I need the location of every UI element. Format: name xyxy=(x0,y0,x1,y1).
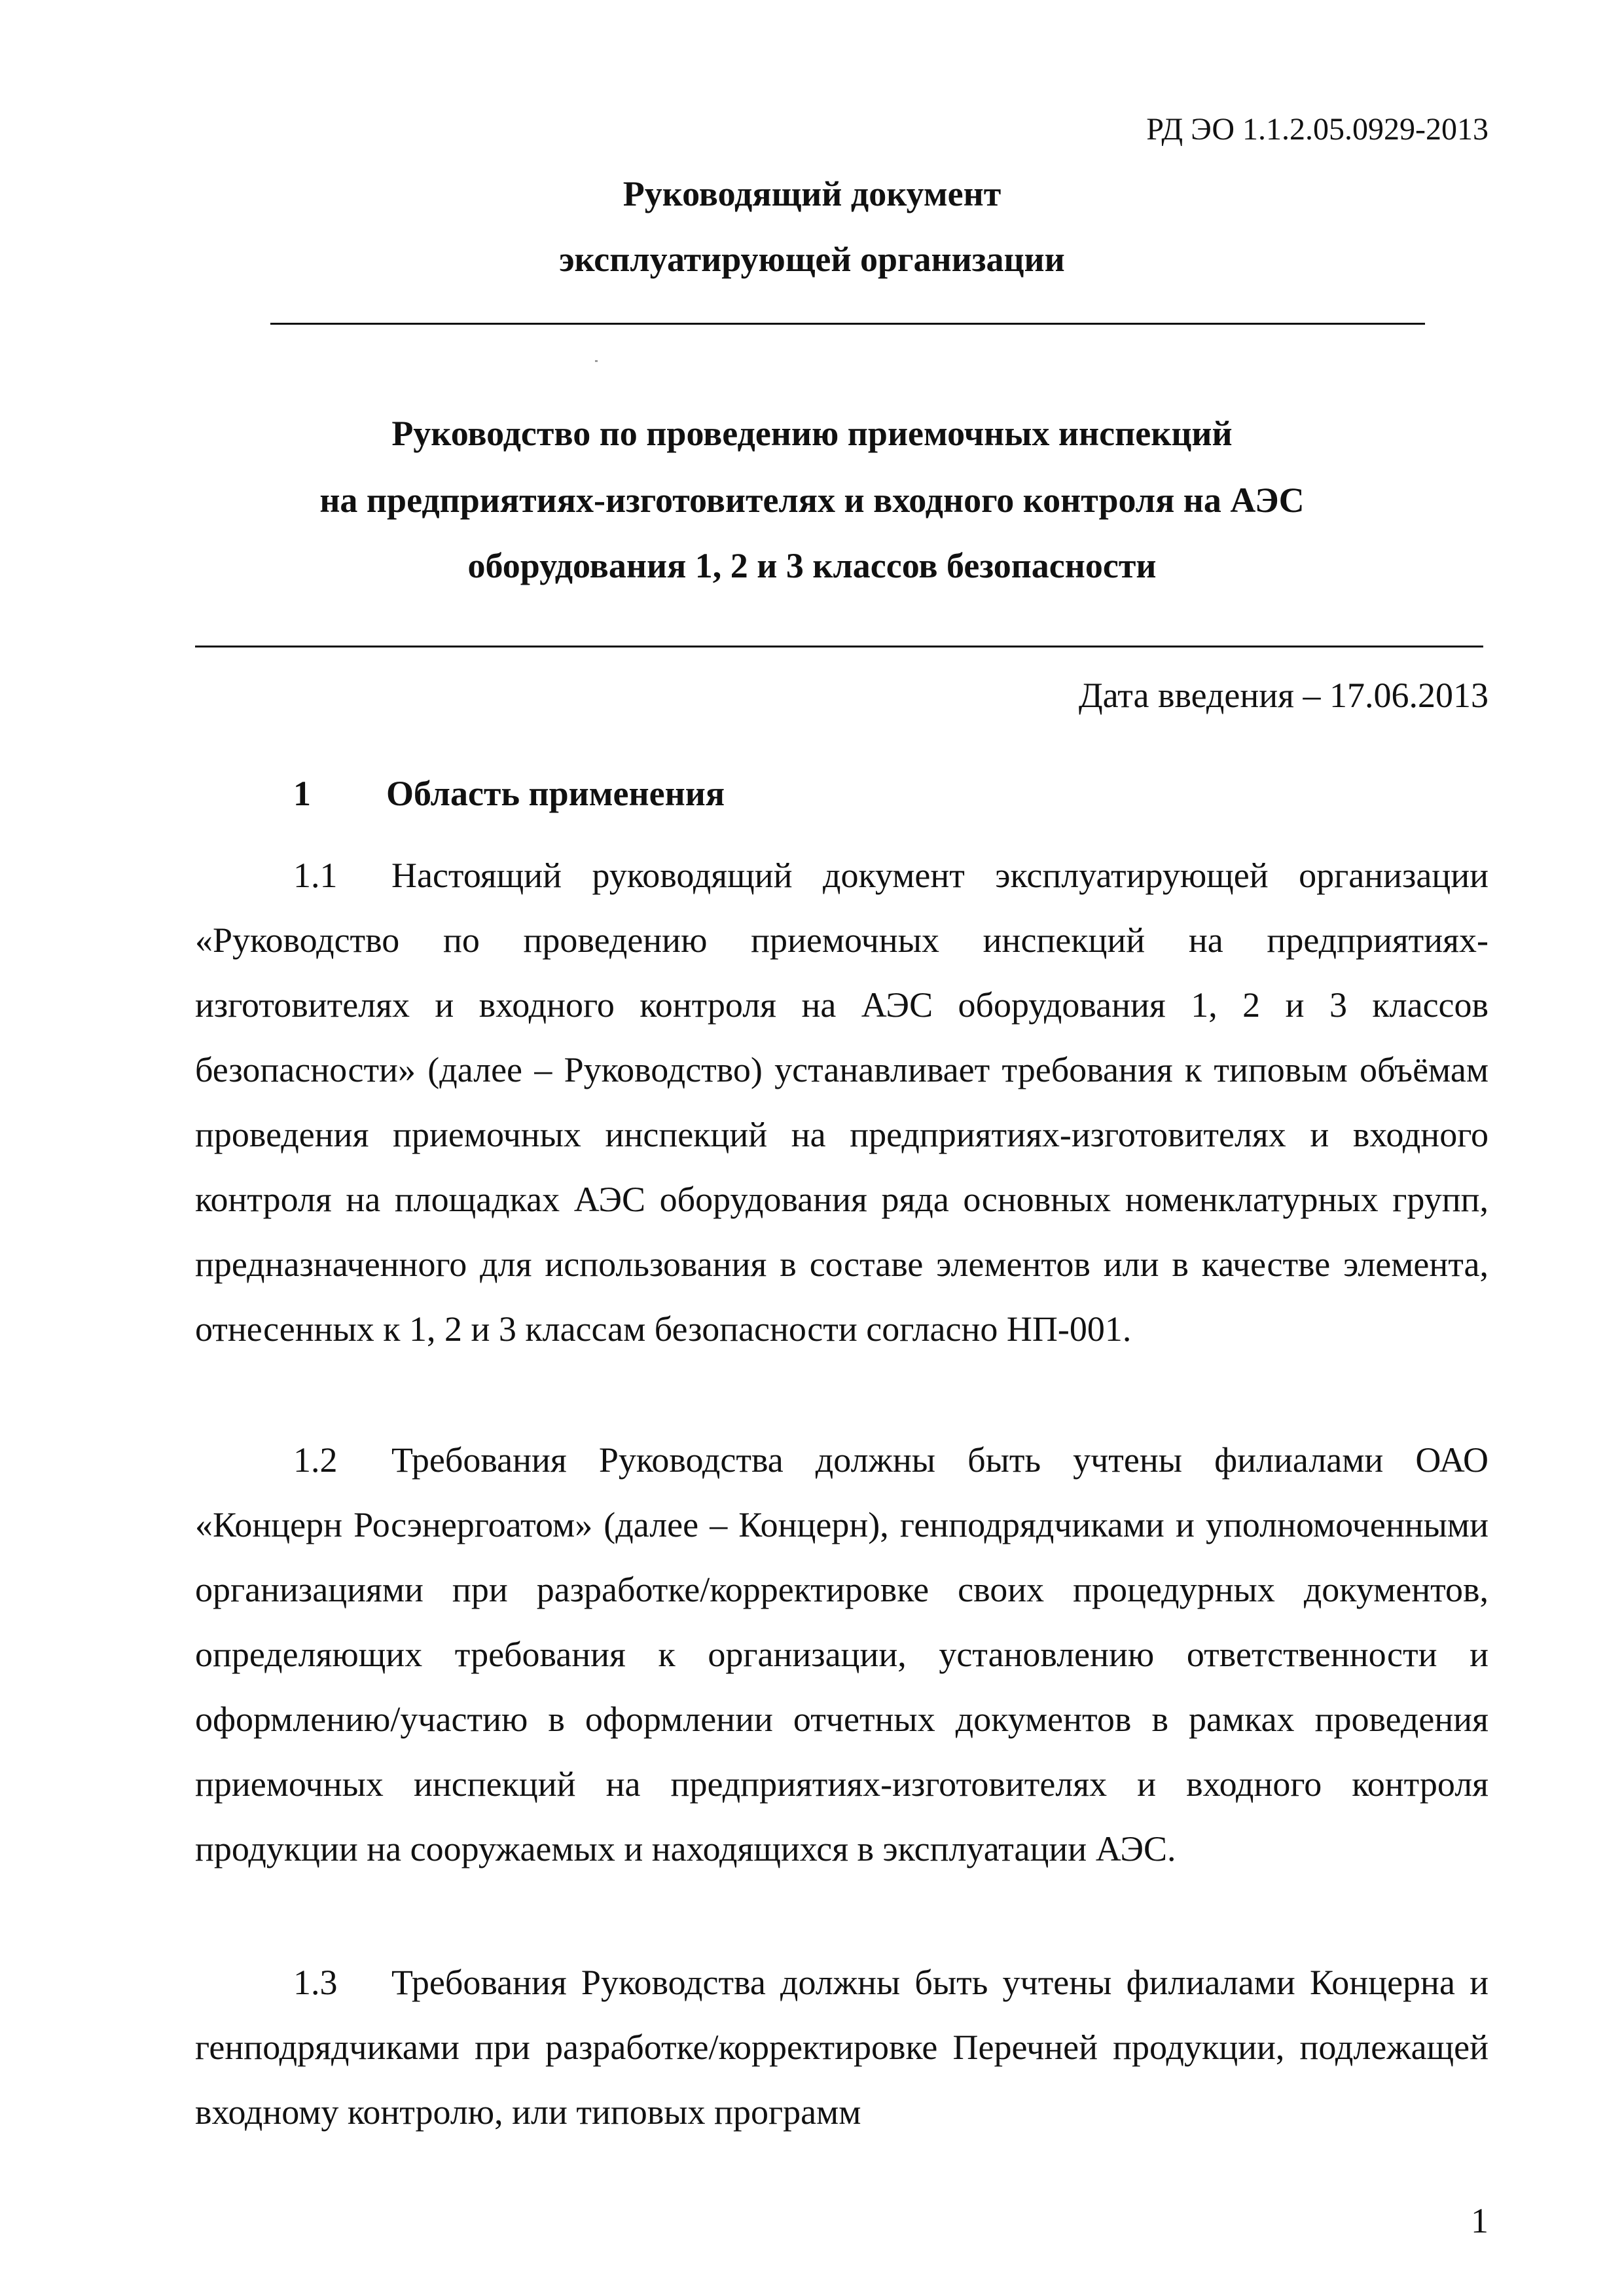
document-title-line-2: на предприятиях-изготовителях и входного контроля на АЭС xyxy=(319,481,1305,520)
paragraph-1-1 xyxy=(195,843,1489,1362)
section-title: Область применения xyxy=(386,774,725,813)
header-title-line-1: Руководящий документ xyxy=(623,174,1001,213)
section-heading xyxy=(293,771,725,816)
document-title-line-1: Руководство по проведению приемочных инспекций xyxy=(391,414,1233,453)
paragraph-text: Требования Руководства должны быть учтены филиалами ОАО «Концерн Росэнергоатом» (далее – Концерн), генподрядчиками и уполномоченными организациями при разработке/корректировке своих процедурных документов, определяющих требования к организации, установлению ответственности и оформлению/участию в оформлении отчетных документов в рамках проведения приемочных инспекций на предприятиях-изготовителях и входного контроля продукции на сооружаемых и находящихся в эксплуатации АЭС. xyxy=(195,1440,1489,1868)
paragraph-number: 1.3 xyxy=(293,1963,338,2002)
paragraph-text: Требования Руководства должны быть учтены филиалами Концерна и генподрядчиками при разработке/корректировке Перечней продукции, подлежащей входному контролю, или типовых программ xyxy=(195,1963,1489,2132)
header-divider xyxy=(270,323,1425,325)
introduction-date: Дата введения – 17.06.2013 xyxy=(1078,676,1489,715)
paragraph-text: Настоящий руководящий документ эксплуатирующей организации «Руководство по проведению приемочных инспекций на предприятиях-изготовителях и входного контроля на АЭС оборудования 1, 2 и 3 классов безопасности» (далее – Руководство) устанавливает требования к типовым объёмам проведения приемочных инспекций на предприятиях-изготовителях и входного контроля на площадках АЭС оборудования ряда основных номенклатурных групп, предназначенного для использования в составе элементов или в качестве элемента, отнесенных к 1, 2 и 3 классам безопасности согласно НП-001. xyxy=(195,856,1489,1349)
scan-speck xyxy=(595,360,598,362)
paragraph-number: 1.1 xyxy=(293,856,338,895)
document-code: РД ЭО 1.1.2.05.0929-2013 xyxy=(1146,112,1489,147)
paragraph-number: 1.2 xyxy=(293,1440,338,1480)
section-number: 1 xyxy=(293,774,311,813)
paragraph-1-3 xyxy=(195,1950,1489,2145)
page-number: 1 xyxy=(1471,2201,1489,2240)
header-title-line-2: эксплуатирующей организации xyxy=(559,240,1065,279)
title-divider xyxy=(195,646,1483,647)
paragraph-1-2 xyxy=(195,1428,1489,1882)
document-title-line-3: оборудования 1, 2 и 3 классов безопасности xyxy=(467,546,1157,585)
